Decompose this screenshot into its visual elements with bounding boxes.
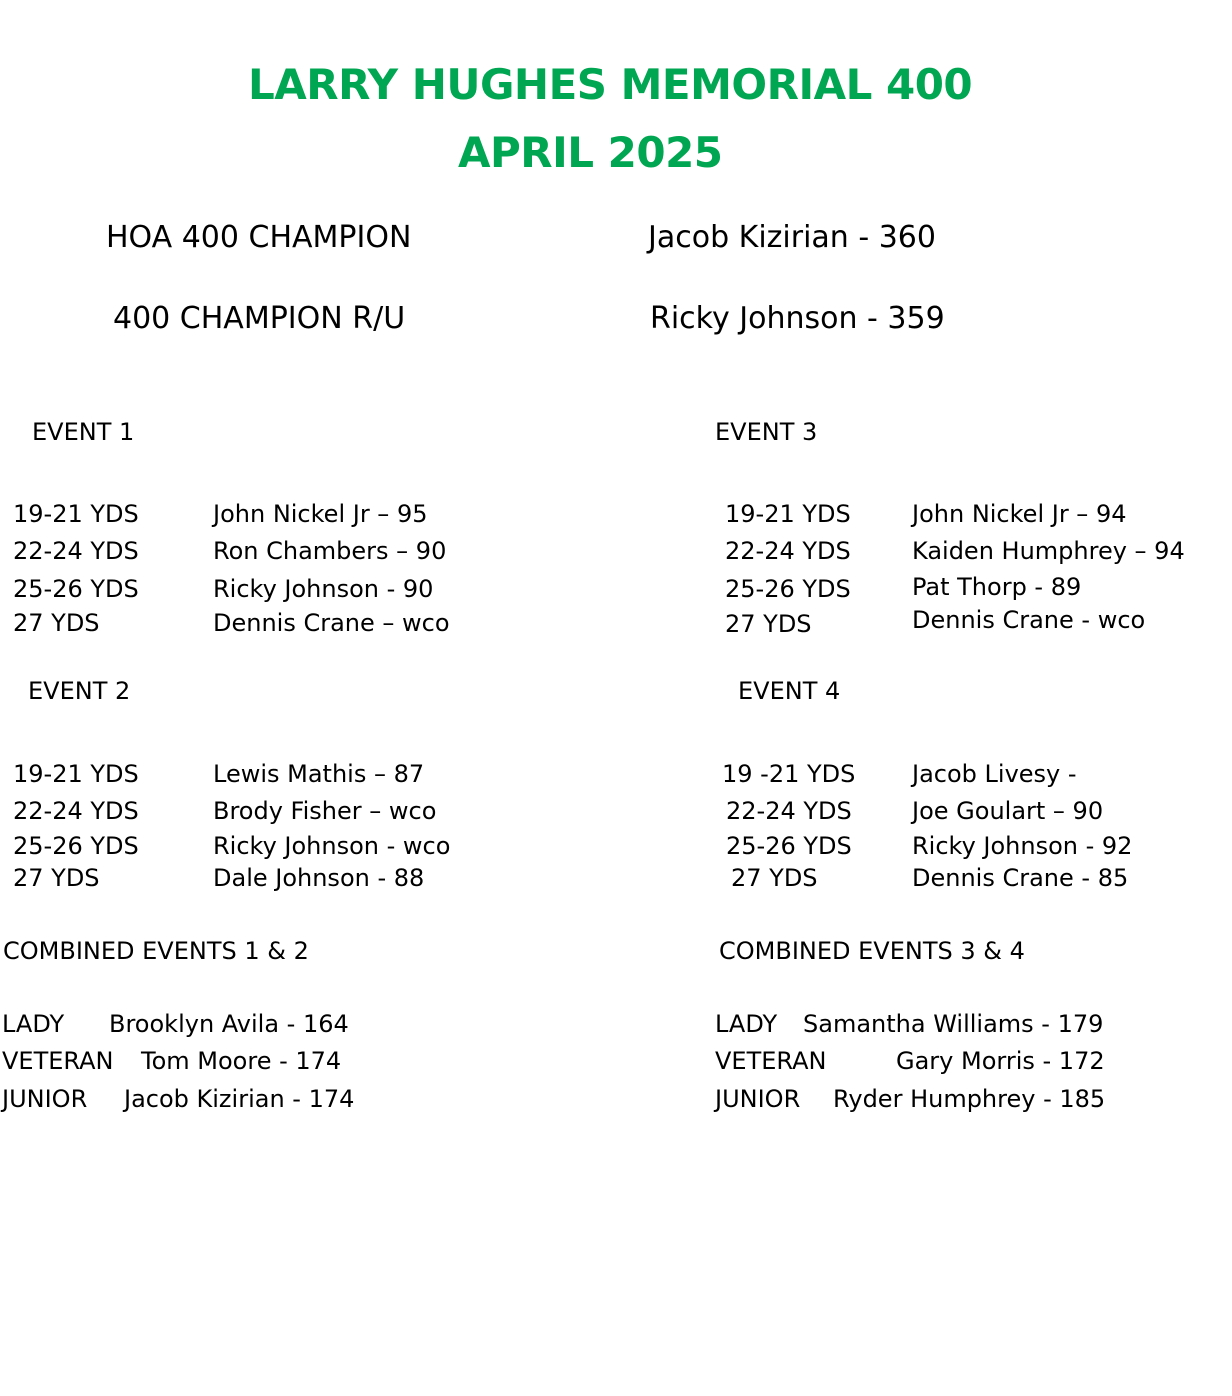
event-1-row-4-result: Dennis Crane – wco	[213, 609, 450, 637]
combined-3-4-lady-label: LADY	[715, 1010, 778, 1038]
event-2-row-4-yds: 27 YDS	[13, 864, 100, 892]
event-3-row-3-result: Pat Thorp - 89	[912, 573, 1082, 601]
event-4-heading: EVENT 4	[738, 677, 841, 705]
event-4-row-2-yds: 22-24 YDS	[726, 797, 852, 825]
event-3-row-2-result: Kaiden Humphrey – 94	[912, 537, 1185, 565]
event-3-row-2-yds: 22-24 YDS	[725, 537, 851, 565]
event-2-row-2-result: Brody Fisher – wco	[213, 797, 437, 825]
event-4-row-1-result: Jacob Livesy -	[912, 760, 1077, 788]
combined-1-2-junior-label: JUNIOR	[2, 1085, 88, 1113]
combined-3-4-lady-result: Samantha Williams - 179	[803, 1010, 1104, 1038]
event-3-row-1-result: John Nickel Jr – 94	[912, 500, 1127, 528]
event-2-row-3-result: Ricky Johnson - wco	[213, 832, 451, 860]
combined-1-2-lady-label: LADY	[2, 1010, 65, 1038]
event-4-row-3-yds: 25-26 YDS	[726, 832, 852, 860]
event-1-row-2-result: Ron Chambers – 90	[213, 537, 447, 565]
event-4-row-4-yds: 27 YDS	[731, 864, 818, 892]
event-3-row-4-yds: 27 YDS	[725, 610, 812, 638]
event-2-row-2-yds: 22-24 YDS	[13, 797, 139, 825]
event-1-row-3-yds: 25-26 YDS	[13, 575, 139, 603]
runner-up-value: Ricky Johnson - 359	[650, 301, 945, 336]
combined-3-4-veteran-label: VETERAN	[715, 1047, 827, 1075]
combined-1-2-junior-result: Jacob Kizirian - 174	[124, 1085, 355, 1113]
event-3-heading: EVENT 3	[715, 418, 818, 446]
event-1-heading: EVENT 1	[32, 418, 135, 446]
event-4-row-1-yds: 19 -21 YDS	[722, 760, 856, 788]
event-2-heading: EVENT 2	[28, 677, 131, 705]
combined-3-4-junior-label: JUNIOR	[715, 1085, 801, 1113]
event-1-row-1-result: John Nickel Jr – 95	[213, 500, 428, 528]
page-title: LARRY HUGHES MEMORIAL 400	[248, 60, 973, 109]
combined-1-2-lady-result: Brooklyn Avila - 164	[109, 1010, 349, 1038]
combined-3-4-heading: COMBINED EVENTS 3 & 4	[719, 937, 1025, 965]
champion-label: HOA 400 CHAMPION	[106, 220, 412, 255]
event-2-row-4-result: Dale Johnson - 88	[213, 864, 425, 892]
event-3-row-4-result: Dennis Crane - wco	[912, 606, 1146, 634]
event-2-row-1-result: Lewis Mathis – 87	[213, 760, 425, 788]
event-3-row-1-yds: 19-21 YDS	[725, 500, 851, 528]
event-4-row-4-result: Dennis Crane - 85	[912, 864, 1129, 892]
event-2-row-3-yds: 25-26 YDS	[13, 832, 139, 860]
combined-3-4-veteran-result: Gary Morris - 172	[896, 1047, 1105, 1075]
runner-up-label: 400 CHAMPION R/U	[113, 301, 406, 336]
champion-value: Jacob Kizirian - 360	[648, 220, 936, 255]
event-1-row-1-yds: 19-21 YDS	[13, 500, 139, 528]
event-4-row-2-result: Joe Goulart – 90	[912, 797, 1104, 825]
event-1-row-4-yds: 27 YDS	[13, 609, 100, 637]
combined-1-2-veteran-result: Tom Moore - 174	[141, 1047, 342, 1075]
event-1-row-2-yds: 22-24 YDS	[13, 537, 139, 565]
event-3-row-3-yds: 25-26 YDS	[725, 575, 851, 603]
event-4-row-3-result: Ricky Johnson - 92	[912, 832, 1133, 860]
event-1-row-3-result: Ricky Johnson - 90	[213, 575, 434, 603]
page-subtitle-date: APRIL 2025	[458, 128, 723, 177]
combined-1-2-heading: COMBINED EVENTS 1 & 2	[3, 937, 309, 965]
combined-3-4-junior-result: Ryder Humphrey - 185	[833, 1085, 1106, 1113]
event-2-row-1-yds: 19-21 YDS	[13, 760, 139, 788]
combined-1-2-veteran-label: VETERAN	[2, 1047, 114, 1075]
